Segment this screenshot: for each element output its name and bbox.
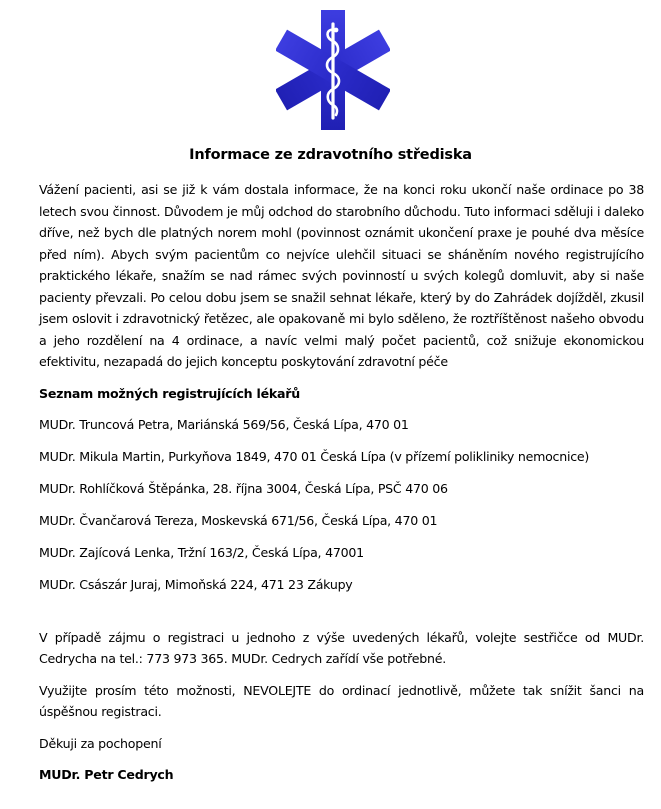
list-item: MUDr. Zajícová Lenka, Tržní 163/2, Česká Lípa, 47001 xyxy=(39,545,364,560)
list-item: MUDr. Mikula Martin, Purkyňova 1849, 470 01 Česká Lípa (v přízemí polikliniky nemocnice) xyxy=(39,449,590,464)
list-item: MUDr. Rohlíčková Štěpánka, 28. října 3004, Česká Lípa, PSČ 470 06 xyxy=(39,481,448,496)
list-item: MUDr. Truncová Petra, Mariánská 569/56, Česká Lípa, 470 01 xyxy=(39,417,409,432)
page-title: Informace ze zdravotního střediska xyxy=(189,147,472,163)
signature: MUDr. Petr Cedrych xyxy=(39,767,174,782)
list-item: MUDr. Császár Juraj, Mimoňská 224, 471 23 Zákupy xyxy=(39,577,353,592)
star-of-life-icon xyxy=(276,6,390,134)
doctor-list xyxy=(39,414,644,596)
doctor-list-heading: Seznam možných registrujících lékařů xyxy=(39,385,300,401)
contact-paragraph: V případě zájmu o registraci u jednoho z výše uvedených lékařů, volejte sestřičce od MUDr. Cedrycha na tel.: 773 973 365. MUDr. Cedrych zařídí vše potřebné. xyxy=(39,629,644,666)
thanks-text: Děkuji za pochopení xyxy=(39,735,162,751)
intro-paragraph: Vážení pacienti, asi se již k vám dostala informace, že na konci roku ukončí naše ordinace po 38 letech svou činnost. Důvodem je můj odchod do starobního důchodu. Tuto informaci sděluji i daleko dříve, než bych dle platných norem mohl (povinnost oznámit ukončení praxe je pouhé dva měsíce před ním). Abych svým pacientům co nejvíce ulehčil situaci se sháněním nového registrujícího praktického lékaře, snažím se nad rámec svých povinností u svých kolegů domluvit, aby si naše pacienty převzali. Po celou dobu jsem se snažil sehnat lékaře, který by do Zahrádek dojížděl, zkusil jsem oslovit i zdravotnický řetězec, ale opakovaně mi bylo sděleno, že roztříštěnost našeho obvodu a jeho rozdělení na 4 ordinace, a navíc velmi malý počet pacientů, což snižuje ekonomickou efektivitu, nezapadá do jejich konceptu poskytování zdravotní péče xyxy=(39,182,644,369)
list-item: MUDr. Čvančarová Tereza, Moskevská 671/56, Česká Lípa, 470 01 xyxy=(39,513,438,528)
advice-paragraph: Využijte prosím této možnosti, NEVOLEJTE do ordinací jednotlivě, můžete tak snížit šanci na úspěšnou registraci. xyxy=(39,682,644,719)
document-body xyxy=(39,179,644,786)
